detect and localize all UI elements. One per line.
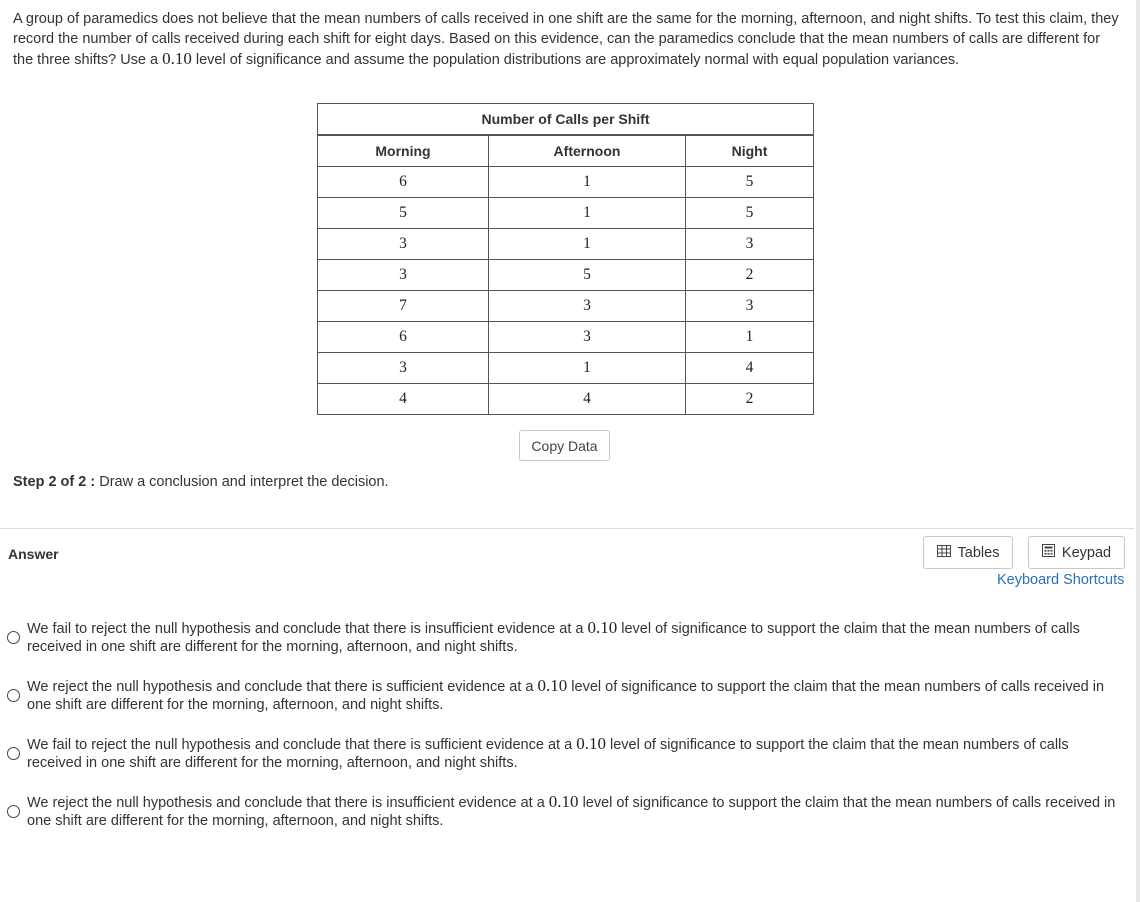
- option-text-before: We reject the null hypothesis and conclude that there is insufficient evidence at a: [27, 795, 545, 811]
- table-cell: 1: [686, 322, 814, 353]
- option-alpha: 0.10: [548, 792, 579, 811]
- keypad-button-label: Keypad: [1061, 544, 1112, 561]
- table-cell: 6: [318, 322, 489, 353]
- question-text-before: A group of paramedics does not believe that the mean numbers of calls received in one shift are the same for the morning, afternoon, and night shifts. To test this claim, they record the number of calls received during each shift for eight days. Based on this evidence, can the paramedics conclude that the mean numbers of calls are different for the three shifts? Use a: [13, 11, 1119, 68]
- question-text-after: level of significance and assume the population distributions are approximately normal with equal population variances.: [195, 52, 960, 68]
- copy-data-button[interactable]: Copy Data: [519, 430, 610, 461]
- table-cell: 1: [489, 353, 686, 384]
- table-cell: 4: [318, 384, 489, 415]
- table-row: [318, 198, 814, 229]
- table-grid-icon: [937, 545, 951, 561]
- column-header-night: Night: [686, 135, 814, 167]
- scrollbar-track[interactable]: [1136, 0, 1140, 902]
- option-text: [27, 793, 1122, 830]
- option-text: [27, 735, 1122, 772]
- table-cell: 1: [489, 198, 686, 229]
- table-cell: 7: [318, 291, 489, 322]
- option-text-after: level of significance to support the claim that the mean numbers of calls received in one shift are different for the morning, afternoon, and night shifts.: [27, 737, 1069, 771]
- option-alpha: 0.10: [576, 734, 606, 753]
- option-text-before: We reject the null hypothesis and conclude that there is sufficient evidence at a: [27, 679, 534, 695]
- table-cell: 4: [489, 384, 686, 415]
- table-row: [318, 291, 814, 322]
- option-alpha: 0.10: [587, 618, 618, 637]
- table-cell: 3: [318, 260, 489, 291]
- option-text-after: level of significance to support the claim that the mean numbers of calls received in one shift are different for the morning, afternoon, and night shifts.: [27, 679, 1105, 713]
- keyboard-shortcuts-link[interactable]: Keyboard Shortcuts: [997, 572, 1125, 588]
- table-cell: 3: [686, 229, 814, 260]
- table-row: [318, 384, 814, 415]
- table-caption: Number of Calls per Shift: [318, 104, 814, 136]
- keypad-icon: [1042, 544, 1055, 561]
- option-text: [27, 677, 1122, 714]
- table-cell: 3: [318, 229, 489, 260]
- option-alpha: 0.10: [537, 676, 568, 695]
- option-text-after: level of significance to support the claim that the mean numbers of calls received in one shift are different for the morning, afternoon, and night shifts.: [27, 621, 1080, 655]
- table-cell: 1: [489, 229, 686, 260]
- option-text: [27, 619, 1122, 656]
- table-row: [318, 353, 814, 384]
- answer-label: Answer: [8, 546, 59, 562]
- table-cell: 1: [489, 167, 686, 198]
- table-cell: 4: [686, 353, 814, 384]
- radio-button[interactable]: [7, 747, 20, 760]
- table-cell: 5: [686, 167, 814, 198]
- table-cell: 3: [318, 353, 489, 384]
- question-text: [13, 9, 1123, 70]
- table-cell: 3: [489, 322, 686, 353]
- table-cell: 5: [318, 198, 489, 229]
- table-cell: 5: [489, 260, 686, 291]
- step-instruction: [13, 474, 389, 490]
- step-text: Draw a conclusion and interpret the decision.: [99, 474, 389, 490]
- table-row: [318, 167, 814, 198]
- column-header-morning: Morning: [318, 135, 489, 167]
- table-cell: 2: [686, 384, 814, 415]
- radio-button[interactable]: [7, 689, 20, 702]
- option-text-before: We fail to reject the null hypothesis and conclude that there is insufficient evidence at a: [27, 621, 584, 637]
- table-row: [318, 322, 814, 353]
- section-divider: [0, 528, 1134, 529]
- tables-button[interactable]: [923, 536, 1013, 569]
- table-cell: 6: [318, 167, 489, 198]
- question-alpha: 0.10: [162, 49, 192, 68]
- column-header-afternoon: Afternoon: [489, 135, 686, 167]
- radio-button[interactable]: [7, 805, 20, 818]
- option-text-before: We fail to reject the null hypothesis and conclude that there is sufficient evidence at a: [27, 737, 573, 753]
- table-cell: 3: [489, 291, 686, 322]
- radio-button[interactable]: [7, 631, 20, 644]
- keypad-button[interactable]: [1028, 536, 1125, 569]
- step-label: Step 2 of 2 :: [13, 474, 96, 490]
- option-text-after: level of significance to support the claim that the mean numbers of calls received in one shift are different for the morning, afternoon, and night shifts.: [27, 795, 1116, 829]
- table-cell: 5: [686, 198, 814, 229]
- table-row: [318, 229, 814, 260]
- table-row: [318, 260, 814, 291]
- data-table: [317, 103, 814, 415]
- tables-button-label: Tables: [957, 544, 1000, 561]
- table-cell: 3: [686, 291, 814, 322]
- table-cell: 2: [686, 260, 814, 291]
